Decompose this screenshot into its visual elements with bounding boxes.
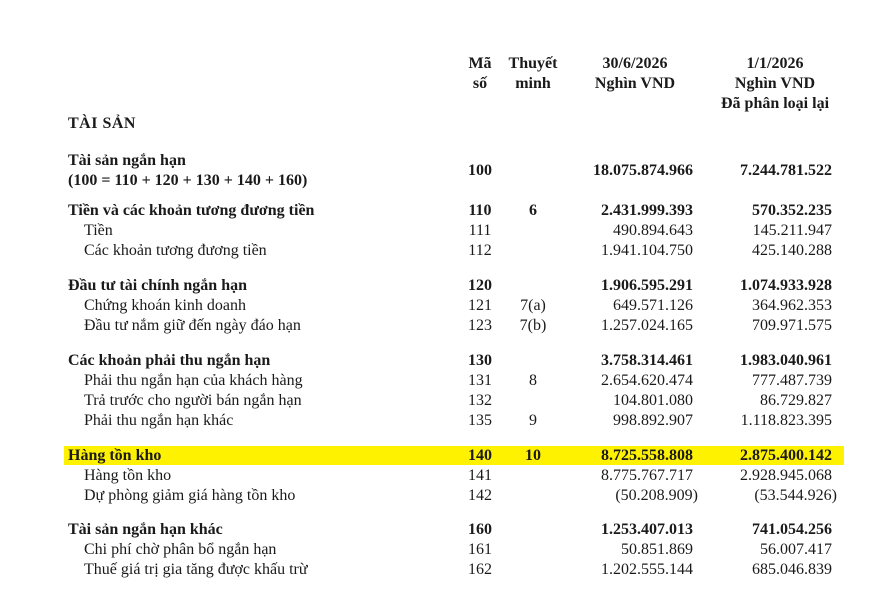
row-label: Hàng tồn kho — [68, 447, 162, 464]
table-row — [0, 276, 870, 296]
row-value-current: 18.075.874.966 — [593, 162, 693, 179]
row-ma-so: 111 — [468, 222, 492, 239]
table-row — [0, 351, 870, 371]
row-value-prior: 425.140.288 — [752, 242, 832, 259]
row-ma-so: 140 — [468, 447, 492, 464]
table-row-highlighted — [0, 446, 870, 466]
table-row — [0, 560, 870, 580]
row-label-line2: (100 = 110 + 120 + 130 + 140 + 160) — [68, 172, 308, 189]
header-period-current-date: 30/6/2026 — [602, 55, 668, 72]
row-value-prior: 145.211.947 — [752, 222, 832, 239]
row-ma-so: 130 — [468, 352, 492, 369]
row-label: Thuế giá trị gia tăng được khấu trừ — [84, 561, 308, 578]
row-label-line1: Tài sản ngắn hạn — [68, 152, 186, 169]
table-row — [0, 371, 870, 391]
row-value-current: 1.202.555.144 — [601, 561, 693, 578]
row-value-prior: 685.046.839 — [752, 561, 832, 578]
table-row — [0, 151, 870, 191]
row-value-current: 1.253.407.013 — [601, 521, 693, 538]
row-value-prior: 1.983.040.961 — [740, 352, 832, 369]
header-ma-so-line2: số — [472, 75, 488, 92]
table-row — [0, 486, 870, 506]
row-ma-so: 160 — [468, 521, 492, 538]
row-value-current: 1.257.024.165 — [601, 317, 693, 334]
row-value-prior: 570.352.235 — [752, 202, 832, 219]
row-thuyet-minh: 8 — [529, 372, 537, 389]
table-row — [0, 241, 870, 261]
row-value-prior: (53.544.926) — [754, 487, 837, 504]
row-value-current: 490.894.643 — [613, 222, 693, 239]
row-value-current: 2.431.999.393 — [601, 202, 693, 219]
table-row — [0, 466, 870, 486]
header-period-prior-note: Đã phân loại lại — [720, 95, 830, 112]
header-period-current — [560, 54, 710, 94]
header-thuyet-minh — [500, 54, 566, 94]
row-thuyet-minh: 7(a) — [520, 297, 546, 314]
table-row — [0, 201, 870, 221]
row-value-prior: 741.054.256 — [752, 521, 832, 538]
row-ma-so: 141 — [468, 467, 492, 484]
row-value-current: 649.571.126 — [613, 297, 693, 314]
row-label: Dự phòng giảm giá hàng tồn kho — [84, 487, 296, 504]
row-value-prior: 364.962.353 — [752, 297, 832, 314]
row-ma-so: 123 — [468, 317, 492, 334]
row-value-current: 1.906.595.291 — [601, 277, 693, 294]
row-label: Đầu tư tài chính ngắn hạn — [68, 277, 247, 294]
row-value-current: 1.941.104.750 — [601, 242, 693, 259]
row-ma-so: 120 — [468, 277, 492, 294]
row-value-current: 50.851.869 — [621, 541, 693, 558]
header-period-prior-date: 1/1/2026 — [746, 55, 804, 72]
row-label: Các khoản tương đương tiền — [84, 242, 267, 259]
row-label: Đầu tư nắm giữ đến ngày đáo hạn — [84, 317, 301, 334]
row-label: Tiền — [84, 222, 113, 239]
row-label: Trả trước cho người bán ngắn hạn — [84, 392, 302, 409]
table-row — [0, 296, 870, 316]
row-value-current: 2.654.620.474 — [601, 372, 693, 389]
row-value-current: 8.725.558.808 — [601, 447, 693, 464]
row-label: Tài sản ngắn hạn khác — [68, 521, 223, 538]
row-label: Chi phí chờ phân bổ ngắn hạn — [84, 541, 277, 558]
table-row — [0, 540, 870, 560]
table-row — [0, 391, 870, 411]
row-ma-so: 162 — [468, 561, 492, 578]
row-value-current: (50.208.909) — [615, 487, 698, 504]
row-label: Phải thu ngắn hạn của khách hàng — [84, 372, 303, 389]
row-value-current: 104.801.080 — [613, 392, 693, 409]
row-value-prior: 1.118.823.395 — [740, 412, 832, 429]
row-ma-so: 121 — [468, 297, 492, 314]
row-thuyet-minh: 9 — [529, 412, 537, 429]
row-ma-so: 110 — [468, 202, 492, 219]
row-thuyet-minh: 7(b) — [519, 317, 547, 334]
row-ma-so: 135 — [468, 412, 492, 429]
row-label — [68, 151, 307, 191]
row-value-current: 3.758.314.461 — [601, 352, 693, 369]
row-label: Hàng tồn kho — [84, 467, 172, 484]
row-label: Các khoản phải thu ngắn hạn — [68, 352, 271, 369]
row-value-current: 8.775.767.717 — [601, 467, 693, 484]
row-value-prior: 2.928.945.068 — [740, 467, 832, 484]
row-value-prior: 56.007.417 — [760, 541, 832, 558]
section-title: TÀI SẢN — [68, 115, 136, 132]
header-thuyet-minh-line1: Thuyết — [508, 55, 558, 72]
header-ma-so — [458, 54, 502, 94]
row-ma-so: 100 — [468, 162, 492, 179]
row-value-prior: 1.074.933.928 — [740, 277, 832, 294]
row-ma-so: 132 — [468, 392, 492, 409]
table-row — [0, 520, 870, 540]
row-value-prior: 709.971.575 — [752, 317, 832, 334]
row-label: Tiền và các khoản tương đương tiền — [68, 202, 315, 219]
row-value-prior: 86.729.827 — [760, 392, 832, 409]
row-value-prior: 777.487.739 — [752, 372, 832, 389]
row-thuyet-minh: 10 — [525, 447, 541, 464]
row-ma-so: 142 — [468, 487, 492, 504]
row-label: Chứng khoán kinh doanh — [84, 297, 246, 314]
row-ma-so: 131 — [468, 372, 492, 389]
header-period-current-unit: Nghìn VND — [594, 75, 676, 92]
row-ma-so: 112 — [468, 242, 492, 259]
row-thuyet-minh: 6 — [529, 202, 537, 219]
header-period-prior-unit: Nghìn VND — [734, 75, 816, 92]
table-row — [0, 316, 870, 336]
table-row — [0, 411, 870, 431]
table-row — [0, 221, 870, 241]
header-thuyet-minh-line2: minh — [515, 75, 551, 92]
row-label: Phải thu ngắn hạn khác — [84, 412, 234, 429]
row-value-prior: 2.875.400.142 — [740, 447, 832, 464]
header-ma-so-line1: Mã — [468, 55, 492, 72]
row-value-current: 998.892.907 — [613, 412, 693, 429]
row-ma-so: 161 — [468, 541, 492, 558]
header-period-prior — [700, 54, 850, 114]
row-value-prior: 7.244.781.522 — [740, 162, 832, 179]
